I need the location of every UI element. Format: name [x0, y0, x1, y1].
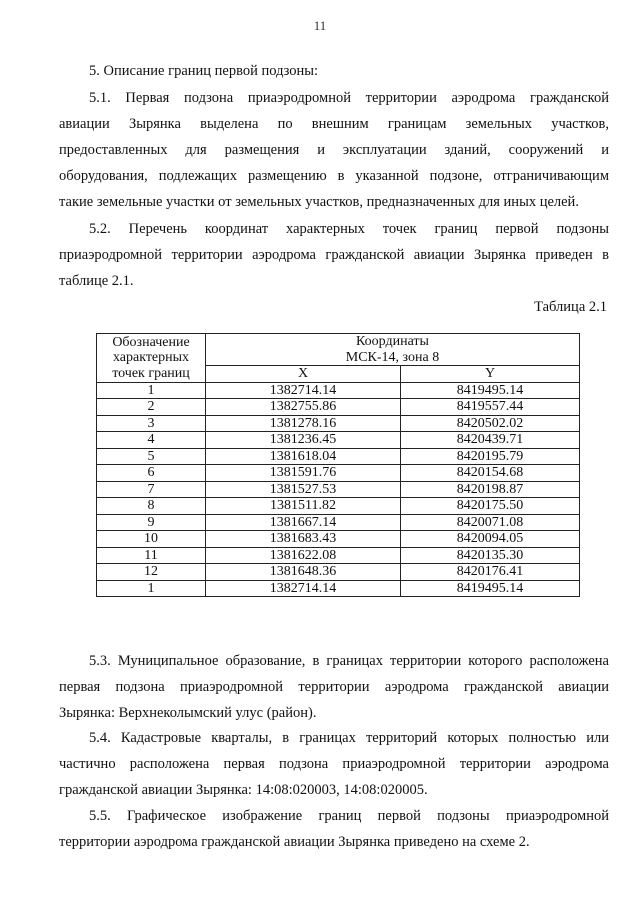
- text-line: 5.3. Муниципальное образование, в границах территории которого расположена: [89, 653, 609, 669]
- x-cell: 1381648.36: [206, 564, 401, 581]
- y-cell: 8420198.87: [401, 481, 580, 498]
- text-line: такие земельные участки от земельных участков, предназначенных для иных целей.: [59, 194, 579, 210]
- y-cell: 8419495.14: [401, 580, 580, 597]
- x-cell: 1382714.14: [206, 382, 401, 399]
- text-line: частично расположена первая подзона приаэродромной территории аэродрома: [59, 756, 609, 772]
- x-cell: 1381622.08: [206, 547, 401, 564]
- y-header: Y: [401, 366, 580, 383]
- point-number-cell: 1: [97, 580, 206, 597]
- y-cell: 8420071.08: [401, 514, 580, 531]
- text-line: гражданской авиации Зырянка: 14:08:020003, 14:08:020005.: [59, 782, 428, 798]
- y-cell: 8420502.02: [401, 415, 580, 432]
- y-cell: 8419557.44: [401, 399, 580, 416]
- table-caption: Таблица 2.1: [534, 299, 607, 315]
- x-cell: 1381618.04: [206, 448, 401, 465]
- x-cell: 1381667.14: [206, 514, 401, 531]
- text-line: авиации Зырянка выделена по внешним границам земельных участков,: [59, 116, 609, 132]
- point-number-cell: 3: [97, 415, 206, 432]
- paragraph-5-5: [59, 803, 609, 855]
- point-number-cell: 8: [97, 498, 206, 515]
- y-cell: 8420176.41: [401, 564, 580, 581]
- x-cell: 1381591.76: [206, 465, 401, 482]
- paragraph-5-4: [59, 725, 609, 803]
- y-cell: 8420154.68: [401, 465, 580, 482]
- paragraph-5-3: [59, 648, 609, 726]
- table-row: [97, 514, 580, 531]
- point-number-cell: 9: [97, 514, 206, 531]
- x-cell: 1382755.86: [206, 399, 401, 416]
- x-cell: 1381527.53: [206, 481, 401, 498]
- table-row: [97, 448, 580, 465]
- y-cell: 8420439.71: [401, 432, 580, 449]
- point-number-cell: 6: [97, 465, 206, 482]
- text-line: 5.4. Кадастровые кварталы, в границах территорий которых полностью или: [89, 730, 609, 746]
- point-number-cell: 7: [97, 481, 206, 498]
- y-cell: 8420135.30: [401, 547, 580, 564]
- text-line: 5.2. Перечень координат характерных точек границ первой подзоны: [89, 221, 609, 237]
- y-cell: 8420094.05: [401, 531, 580, 548]
- text-line: Зырянка: Верхнеколымский улус (район).: [59, 705, 317, 721]
- table-row: [97, 399, 580, 416]
- table-body: [97, 382, 580, 597]
- y-cell: 8420175.50: [401, 498, 580, 515]
- section-title: 5. Описание границ первой подзоны:: [89, 63, 319, 79]
- table-row: [97, 465, 580, 482]
- paragraph-5-1: [59, 85, 609, 215]
- point-number-cell: 5: [97, 448, 206, 465]
- coordinates-table: [96, 333, 580, 597]
- coords-header: Координаты МСК-14, зона 8: [206, 334, 580, 366]
- point-number-cell: 2: [97, 399, 206, 416]
- table-row: [97, 481, 580, 498]
- text-line: таблице 2.1.: [59, 273, 134, 289]
- table-row: [97, 564, 580, 581]
- table-row: [97, 382, 580, 399]
- col-points-header: Обозначение характерных точек границ: [97, 334, 206, 383]
- x-cell: 1381683.43: [206, 531, 401, 548]
- point-number-cell: 12: [97, 564, 206, 581]
- point-number-cell: 11: [97, 547, 206, 564]
- text-line: территории аэродрома гражданской авиации Зырянка приведено на схеме 2.: [59, 834, 530, 850]
- point-number-cell: 4: [97, 432, 206, 449]
- y-cell: 8420195.79: [401, 448, 580, 465]
- page-number: 11: [313, 18, 327, 33]
- table-row: [97, 547, 580, 564]
- table-row: [97, 432, 580, 449]
- table-row: [97, 531, 580, 548]
- text-line: 5.5. Графическое изображение границ первой подзоны приаэродромной: [89, 808, 609, 824]
- x-cell: 1381236.45: [206, 432, 401, 449]
- text-line: 5.1. Первая подзона приаэродромной территории аэродрома гражданской: [89, 90, 609, 106]
- text-line: первая подзона приаэродромной территории аэродрома гражданской авиации: [59, 679, 609, 695]
- table-row: [97, 580, 580, 597]
- x-cell: 1381278.16: [206, 415, 401, 432]
- table-row: [97, 498, 580, 515]
- x-cell: 1381511.82: [206, 498, 401, 515]
- x-header: X: [206, 366, 401, 383]
- point-number-cell: 10: [97, 531, 206, 548]
- point-number-cell: 1: [97, 382, 206, 399]
- y-cell: 8419495.14: [401, 382, 580, 399]
- x-cell: 1382714.14: [206, 580, 401, 597]
- text-line: оборудования, подлежащих размещению в указанной подзоне, отграничивающим: [59, 168, 609, 184]
- paragraph-5-2: [59, 216, 609, 294]
- text-line: приаэродромной территории аэродрома гражданской авиации Зырянка приведен в: [59, 247, 609, 263]
- table-row: [97, 415, 580, 432]
- text-line: предоставленных для размещения и эксплуатации зданий, сооружений и: [59, 142, 609, 158]
